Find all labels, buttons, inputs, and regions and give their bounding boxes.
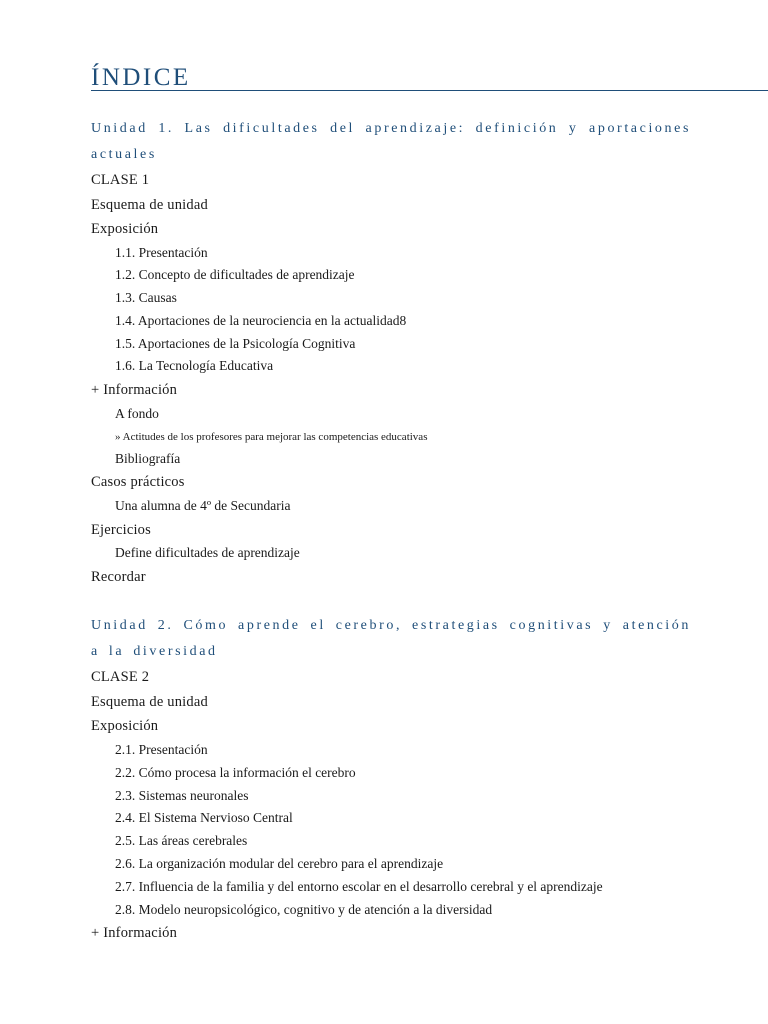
unit-1-informacion[interactable]: + Información <box>91 382 178 399</box>
unit-2-informacion[interactable]: + Información <box>91 925 178 942</box>
unit-1-ejercicios[interactable]: Ejercicios <box>91 521 151 538</box>
unit-2-section-2-7[interactable]: 2.7. Influencia de la familia y del entorno escolar en el desarrollo cerebral y el aprendizaje <box>115 878 603 894</box>
unit-1-caso-item[interactable]: Una alumna de 4º de Secundaria <box>115 497 291 513</box>
unit-2-clase[interactable]: CLASE 2 <box>91 669 150 686</box>
unit-1-section-1-6[interactable]: 1.6. La Tecnología Educativa <box>115 358 274 374</box>
unit-1-bibliografia[interactable]: Bibliografía <box>115 450 181 466</box>
unit-1-title[interactable]: Unidad 1. Las dificultades del aprendizaje: definición y aportaciones actuales <box>91 121 691 162</box>
unit-1-section-1-5[interactable]: 1.5. Aportaciones de la Psicología Cognitiva <box>115 335 356 351</box>
unit-spacer <box>91 589 691 613</box>
unit-1-section-1-4[interactable]: 1.4. Aportaciones de la neurociencia en la actualidad8 <box>115 312 407 328</box>
unit-2-section-2-2[interactable]: 2.2. Cómo procesa la información el cerebro <box>115 764 356 780</box>
unit-1-casos-practicos[interactable]: Casos prácticos <box>91 474 185 491</box>
unit-1-a-fondo[interactable]: A fondo <box>115 405 159 421</box>
unit-2-section-2-3[interactable]: 2.3. Sistemas neuronales <box>115 787 249 803</box>
unit-2-section-2-6[interactable]: 2.6. La organización modular del cerebro para el aprendizaje <box>115 855 444 871</box>
unit-1-exposicion[interactable]: Exposición <box>91 221 159 237</box>
unit-2-section-2-8[interactable]: 2.8. Modelo neuropsicológico, cognitivo y de atención a la diversidad <box>115 901 493 917</box>
unit-2-title[interactable]: Unidad 2. Cómo aprende el cerebro, estrategias cognitivas y atención a la diversidad <box>91 618 691 660</box>
unit-1-section-1-2[interactable]: 1.2. Concepto de dificultades de aprendizaje <box>115 267 355 283</box>
unit-1-section-1-3[interactable]: 1.3. Causas <box>115 290 177 306</box>
unit-1-esquema[interactable]: Esquema de unidad <box>91 196 208 213</box>
title-underline <box>91 90 768 91</box>
unit-2-exposicion[interactable]: Exposición <box>91 718 159 735</box>
table-of-contents <box>91 116 691 946</box>
unit-2-section-2-4[interactable]: 2.4. El Sistema Nervioso Central <box>115 810 293 826</box>
unit-1-section-1-1[interactable]: 1.1. Presentación <box>115 244 208 260</box>
unit-2-section-2-1[interactable]: 2.1. Presentación <box>115 741 208 757</box>
unit-1-recordar[interactable]: Recordar <box>91 568 146 585</box>
page-title: ÍNDICE <box>91 64 191 91</box>
unit-1-ejercicio-item[interactable]: Define dificultades de aprendizaje <box>115 545 300 561</box>
unit-2-section-2-5[interactable]: 2.5. Las áreas cerebrales <box>115 833 248 849</box>
unit-1-a-fondo-item[interactable]: » Actitudes de los profesores para mejorar las competencias educativas <box>115 430 428 443</box>
unit-1-clase[interactable]: CLASE 1 <box>91 172 150 188</box>
unit-2-esquema[interactable]: Esquema de unidad <box>91 693 208 710</box>
